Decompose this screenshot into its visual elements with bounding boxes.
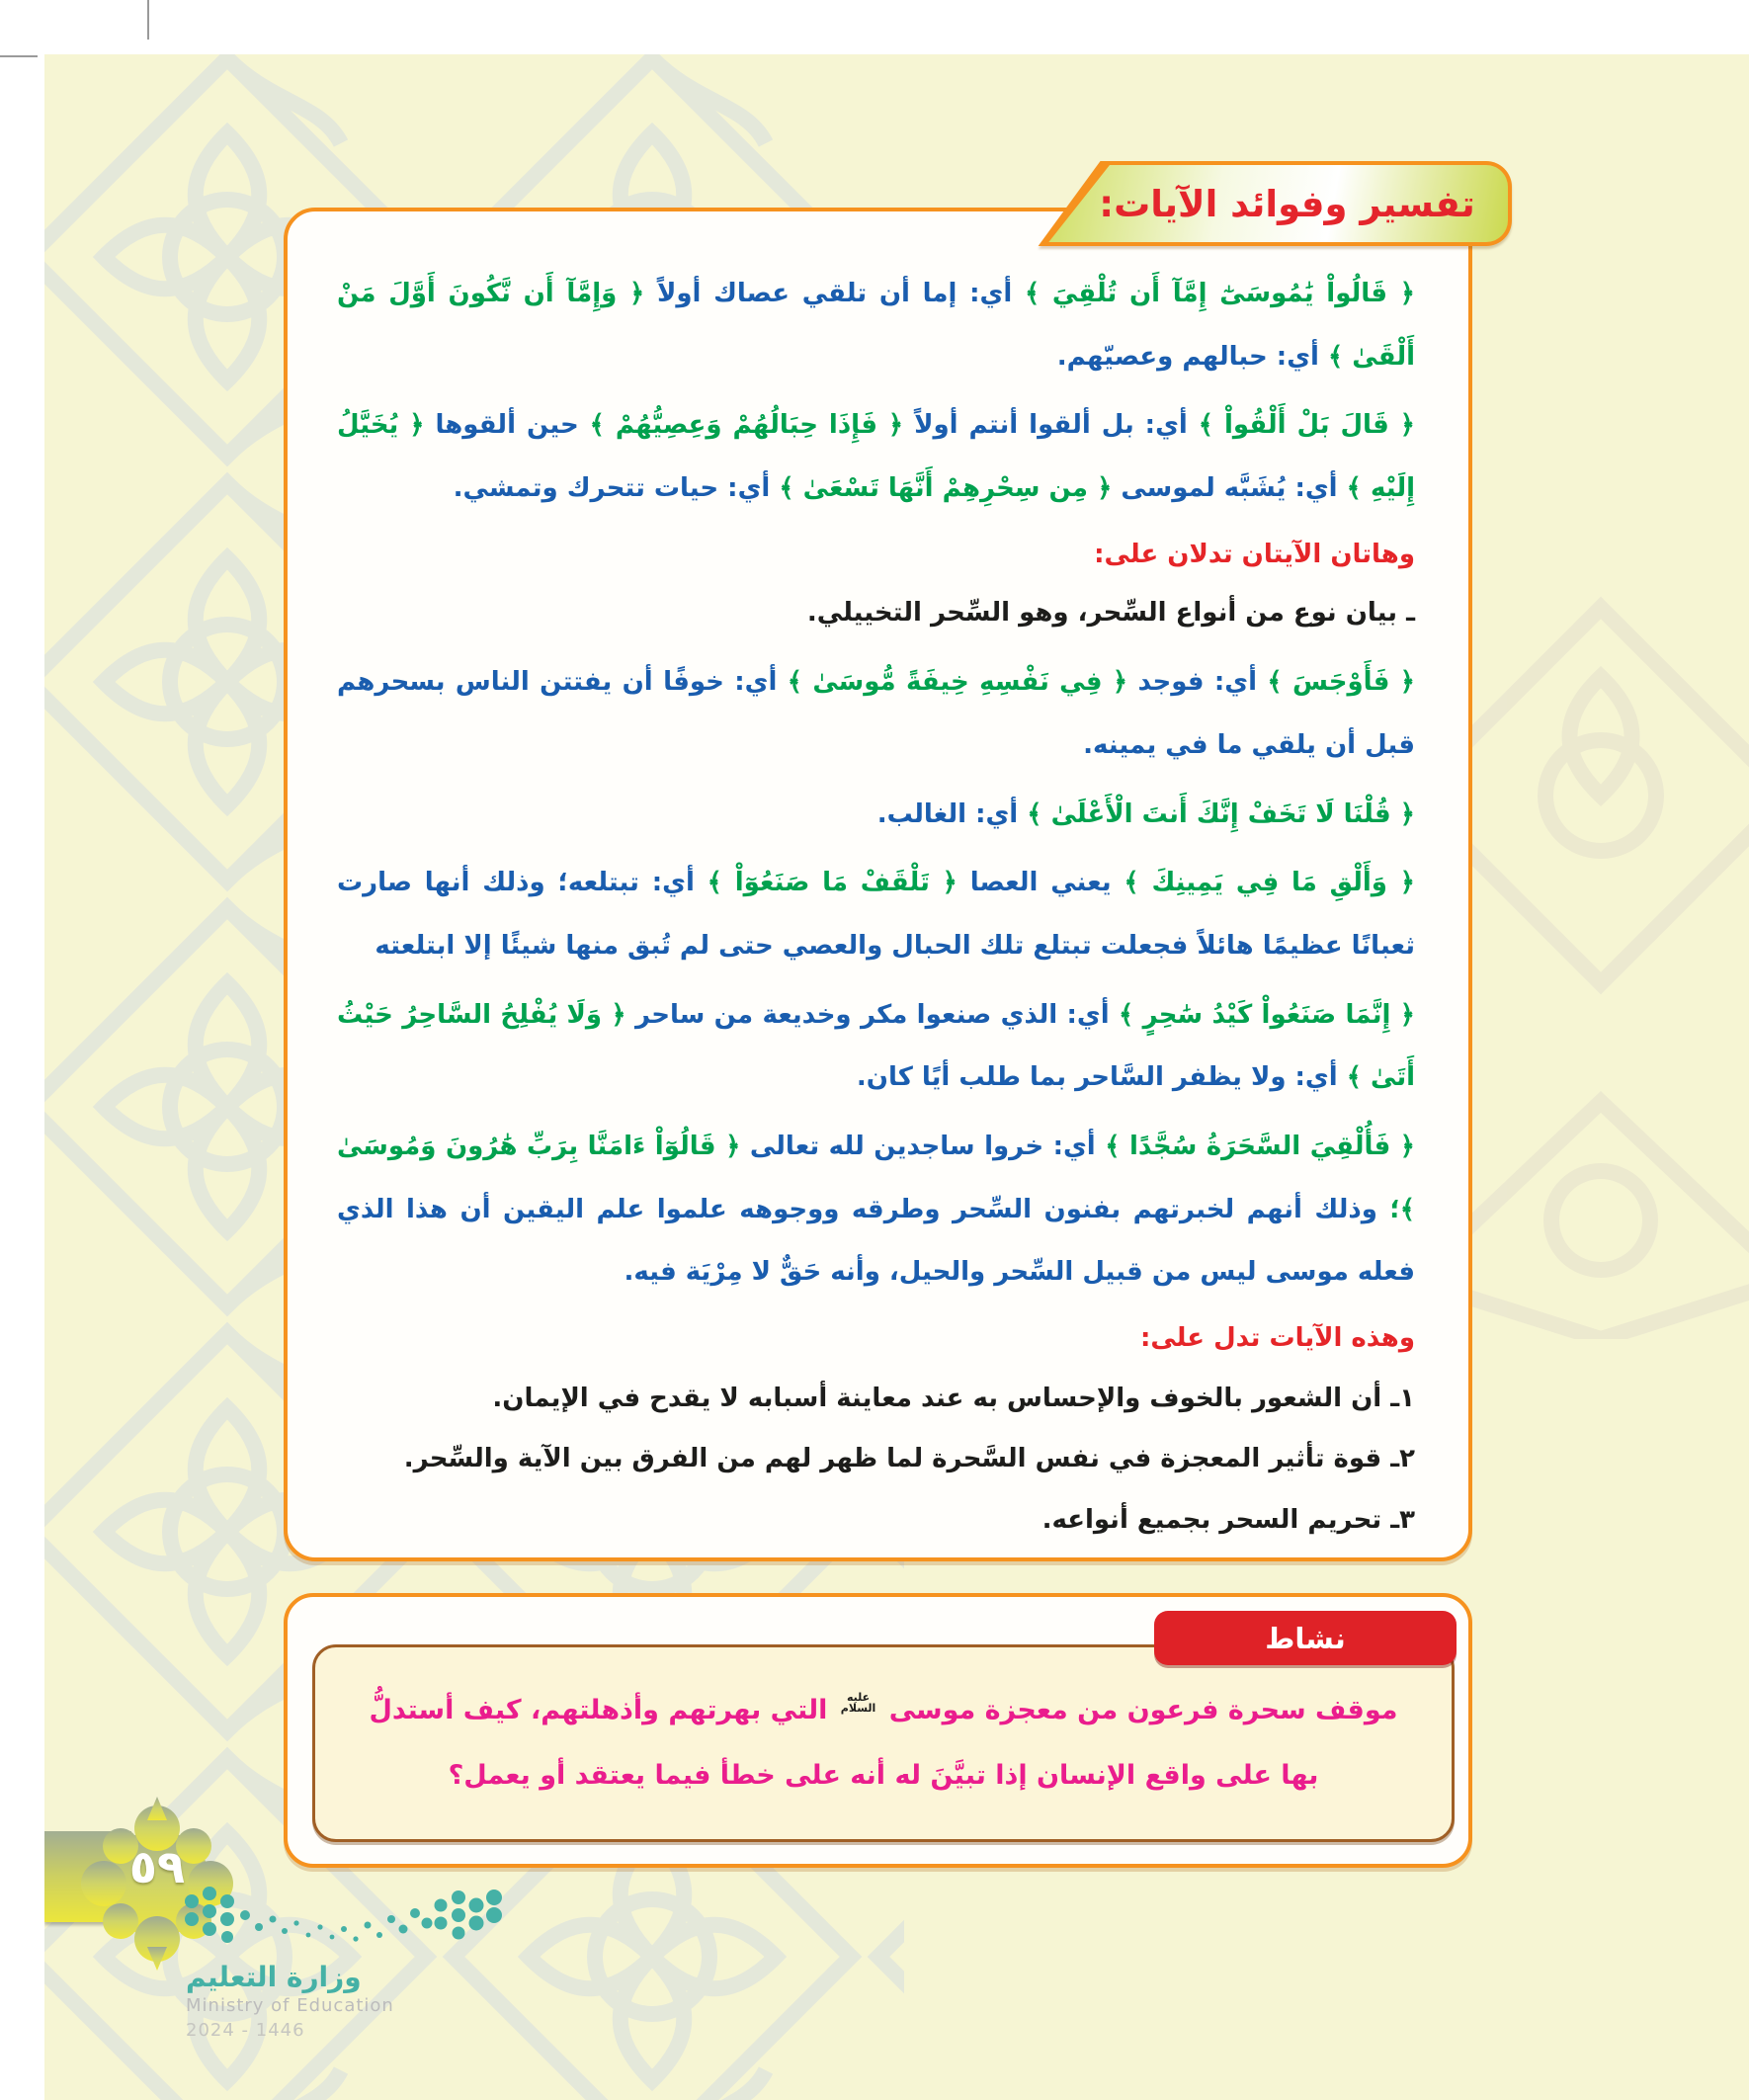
lesson-list-item: ٣ـ تحريم السحر بجميع أنواعه. — [1041, 1504, 1415, 1535]
tafsir-explanation: أي: تبتلعه؛ وذلك أنها صارت ثعبانًا عظيمًا هائلاً فجعلت تبتلع تلك الحبال والعصي حتى لم تُبق منها شيئًا إلا ابتلعته — [337, 868, 1415, 961]
ministry-logo — [148, 1876, 543, 2041]
quran-verse: ﴿ إِنَّمَا صَنَعُواْ كَيْدُ سَٰحِرٍ ﴾ — [1119, 999, 1415, 1030]
quran-verse: ﴿ فَأَوْجَسَ ﴾ — [1267, 667, 1415, 698]
tafsir-explanation: أي: يُشَبَّه لموسى — [1121, 473, 1338, 504]
alayhis-salam-mark-icon: عليه السلام — [840, 1690, 876, 1716]
tafsir-paragraph — [337, 784, 1415, 847]
section-header-badge — [1038, 161, 1512, 246]
tafsir-explanation: حين ألقوها — [435, 410, 579, 441]
tafsir-explanation: أي: خروا ساجدين لله تعالى — [749, 1131, 1096, 1161]
tafsir-explanation: يعني العصا — [969, 868, 1112, 898]
tafsir-explanation: أي: خوفًا أن يفتتن الناس بسحرهم قبل أن يلقي ما في يمينه. — [337, 667, 1415, 760]
activity-badge — [1154, 1611, 1457, 1665]
tafsir-paragraph — [337, 394, 1415, 520]
activity-question-box — [312, 1644, 1455, 1842]
tafsir-paragraph — [337, 852, 1415, 977]
section-title: تفسير وفوائد الآيات: — [1099, 182, 1475, 225]
page-number: ٥٩ — [128, 1840, 186, 1893]
tafsir-explanation: أي: الغالب. — [876, 798, 1019, 829]
lesson-list-item: ٢ـ قوة تأثير المعجزة في نفس السَّحرة لما ظهر لهم من الفرق بين الآية والسِّحر. — [403, 1444, 1415, 1474]
crop-mark-icon — [147, 0, 149, 40]
tafsir-explanation: أي: حيات تتحرك وتمشي. — [453, 473, 771, 504]
quran-verse: ﴿ مِن سِحْرِهِمْ أَنَّهَا تَسْعَىٰ ﴾ — [779, 473, 1113, 504]
quran-verse: ﴿ يُخَيَّلُ إِلَيْهِ ﴾ — [337, 410, 1415, 504]
section-subheading: وهاتان الآيتان تدلان على: — [1094, 539, 1415, 569]
tafsir-content-box — [284, 208, 1472, 1561]
tafsir-paragraph — [337, 263, 1415, 388]
quran-verse: ﴿ تَلْقَفْ مَا صَنَعُوٓاْ ﴾ — [707, 868, 958, 898]
tafsir-explanation: أي: بل ألقوا أنتم أولاً — [914, 410, 1188, 441]
section-subheading: وهذه الآيات تدل على: — [1139, 1323, 1415, 1353]
activity-badge-label: نشاط — [1265, 1621, 1346, 1655]
quran-verse: ﴿ قَالُوٓاْ ءَامَنَّا بِرَبِّ هَٰرُونَ وَمُوسَىٰ ﴾؛ — [337, 1131, 1415, 1224]
tafsir-explanation: أي: ولا يظفر السَّاحر بما طلب أيًا كان. — [856, 1062, 1338, 1093]
quran-verse: ﴿ وَلَا يُفْلِحُ السَّاحِرُ حَيْثُ أَتَىٰ ﴾ — [337, 999, 1415, 1093]
activity-question-part1: موقف سحرة فرعون من معجزة موسى — [888, 1694, 1398, 1725]
tafsir-explanation: أي: فوجد — [1137, 667, 1258, 698]
activity-question-part2: التي بهرتهم وأذهلتهم، كيف أستدلُّ بها على واقع الإنسان إذا تبيَّنَ له أنه على خطأ فيما يعتقد أو يعمل؟ — [369, 1694, 1319, 1791]
ministry-name-arabic: وزارة التعليم — [186, 1961, 362, 1993]
page-sheet — [44, 54, 1749, 2100]
tafsir-paragraph — [337, 984, 1415, 1110]
tafsir-explanation: أي: حبالهم وعصيّهم. — [1056, 341, 1319, 372]
tafsir-paragraph — [337, 1116, 1415, 1304]
lesson-list-item: ١ـ أن الشعور بالخوف والإحساس به عند معاينة أسبابه لا يقدح في الإيمان. — [492, 1384, 1415, 1414]
quran-verse: ﴿ فَأُلْقِيَ السَّحَرَةُ سُجَّدًا ﴾ — [1105, 1131, 1416, 1161]
tafsir-explanation: وذلك أنهم لخبرتهم بفنون السِّحر وطرقه ووجوهه علموا علم اليقين أن هذا الذي فعله موسى ليس من قبيل السِّحر والحيل، وأنه حَقٌّ لا مِرْيَة فيه. — [337, 1194, 1415, 1288]
quran-verse: ﴿ وَأَلْقِ مَا فِي يَمِينِكَ ﴾ — [1124, 868, 1415, 898]
tafsir-explanation: أي: الذي صنعوا مكر وخديعة من ساحر — [635, 999, 1110, 1030]
ministry-name-english: Ministry of Education — [186, 1995, 394, 2016]
quran-verse: ﴿ قُلْنَا لَا تَخَفْ إِنَّكَ أَنتَ الْأَعْلَىٰ ﴾ — [1027, 798, 1415, 829]
edition-year: 2024 - 1446 — [186, 2020, 305, 2041]
tafsir-paragraph — [337, 651, 1415, 777]
crop-mark-icon — [0, 55, 38, 57]
quran-verse: ﴿ قَالُواْ يَٰمُوسَىٰٓ إِمَّآ أَن تُلْقِيَ ﴾ — [1024, 279, 1415, 308]
note-line: ـ بيان نوع من أنواع السِّحر، وهو السِّحر التخييلي. — [806, 597, 1415, 628]
quran-verse: ﴿ فِي نَفْسِهِ خِيفَةً مُّوسَىٰ ﴾ — [787, 667, 1128, 698]
quran-verse: ﴿ فَإِذَا حِبَالُهُمْ وَعِصِيُّهُمْ ﴾ — [589, 410, 904, 441]
activity-question — [361, 1678, 1406, 1808]
ministry-logo-dots-icon — [178, 1876, 534, 1955]
quran-verse: ﴿ وَإِمَّآ أَن نَّكُونَ أَوَّلَ مَنْ أَلْقَىٰ ﴾ — [337, 279, 1415, 372]
quran-verse: ﴿ قَالَ بَلْ أَلْقُواْ ﴾ — [1198, 410, 1416, 441]
tafsir-explanation: أي: إما أن تلقي عصاك أولاً — [656, 279, 1013, 308]
